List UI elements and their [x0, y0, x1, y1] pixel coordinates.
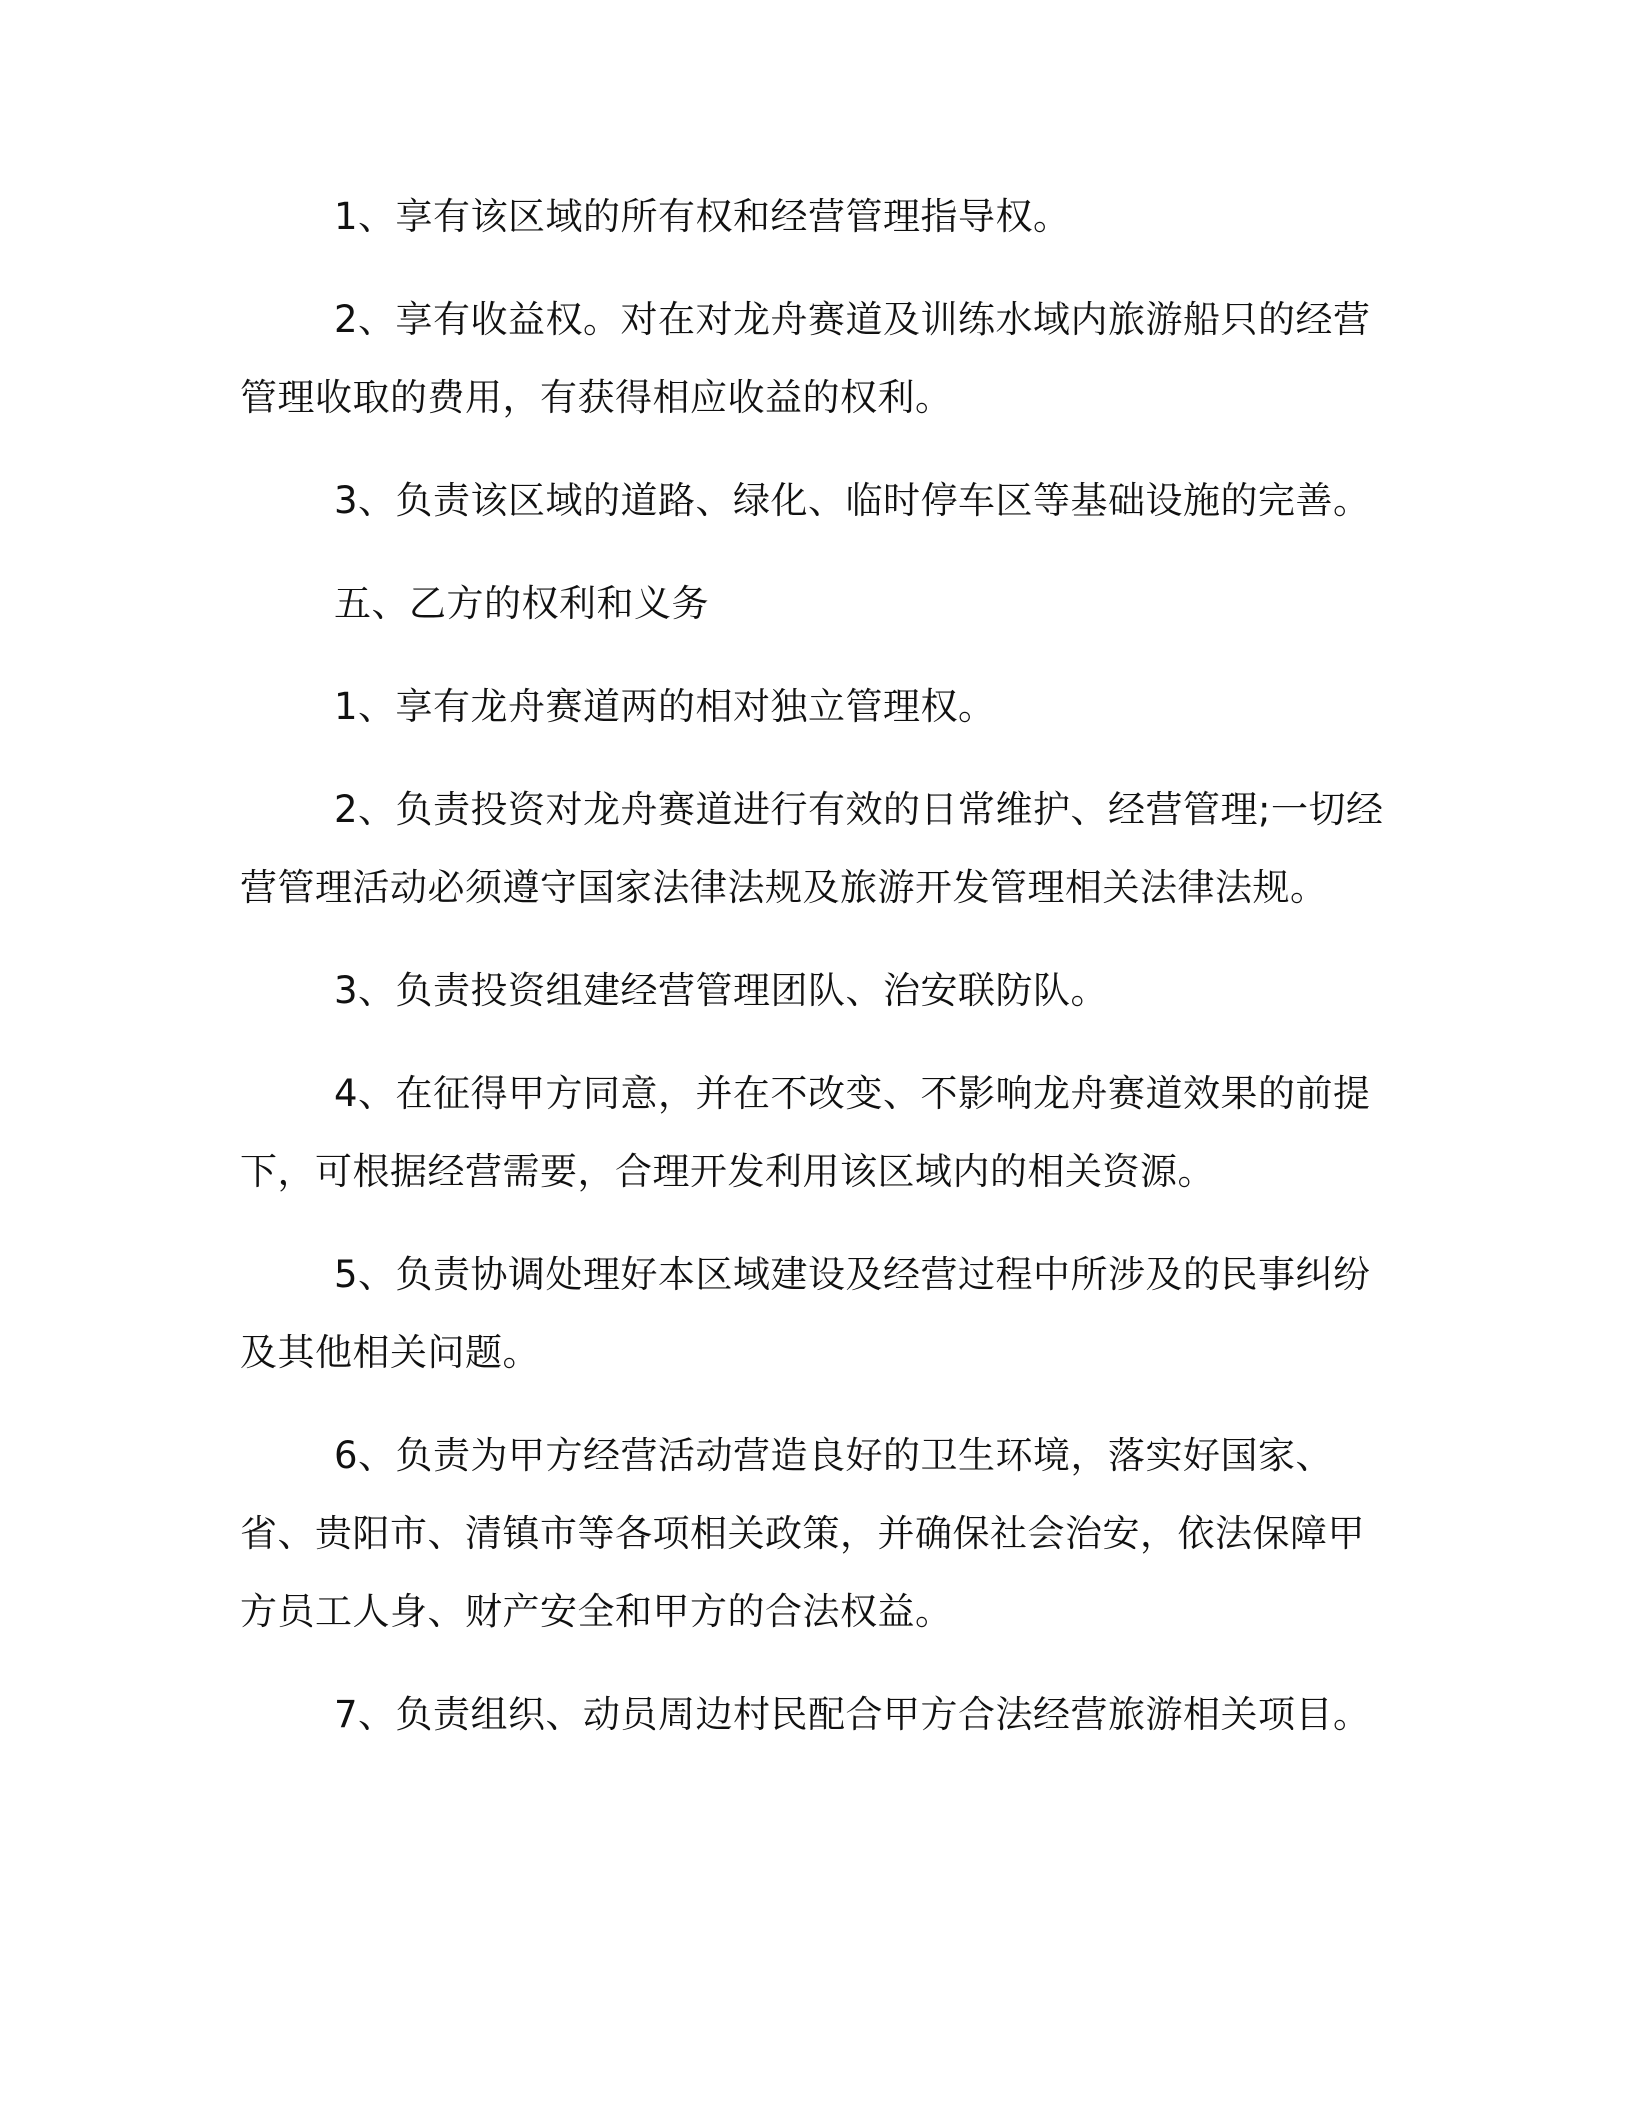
paragraph-party-a-right-2: 2、享有收益权。对在对龙舟赛道及训练水域内旅游船只的经营管理收取的费用，有获得相应收益的权利。 — [240, 298, 1371, 419]
paragraph-party-a-right-3: 3、负责该区域的道路、绿化、临时停车区等基础设施的完善。 — [334, 479, 1371, 522]
paragraph-party-b-right-6: 6、负责为甲方经营活动营造良好的卫生环境，落实好国家、省、贵阳市、清镇市等各项相关政策，并确保社会治安，依法保障甲方员工人身、财产安全和甲方的合法权益。 — [240, 1434, 1365, 1633]
paragraph-party-a-right-1: 1、享有该区域的所有权和经营管理指导权。 — [334, 195, 1071, 238]
paragraph-party-b-right-5: 5、负责协调处理好本区域建设及经营过程中所涉及的民事纠纷及其他相关问题。 — [240, 1253, 1371, 1374]
section-heading: 五、乙方的权利和义务 — [334, 582, 709, 625]
paragraph-party-b-right-1: 1、享有龙舟赛道两的相对独立管理权。 — [334, 685, 996, 728]
paragraph-party-b-right-2: 2、负责投资对龙舟赛道进行有效的日常维护、经营管理;一切经营管理活动必须遵守国家法律法规及旅游开发管理相关法律法规。 — [240, 788, 1384, 909]
paragraph-party-b-right-7: 7、负责组织、动员周边村民配合甲方合法经营旅游相关项目。 — [334, 1693, 1371, 1736]
paragraph-party-b-right-3: 3、负责投资组建经营管理团队、治安联防队。 — [334, 969, 1109, 1012]
paragraph-party-b-right-4: 4、在征得甲方同意，并在不改变、不影响龙舟赛道效果的前提下，可根据经营需要，合理开发利用该区域内的相关资源。 — [240, 1072, 1371, 1193]
document-body — [240, 178, 1390, 1779]
